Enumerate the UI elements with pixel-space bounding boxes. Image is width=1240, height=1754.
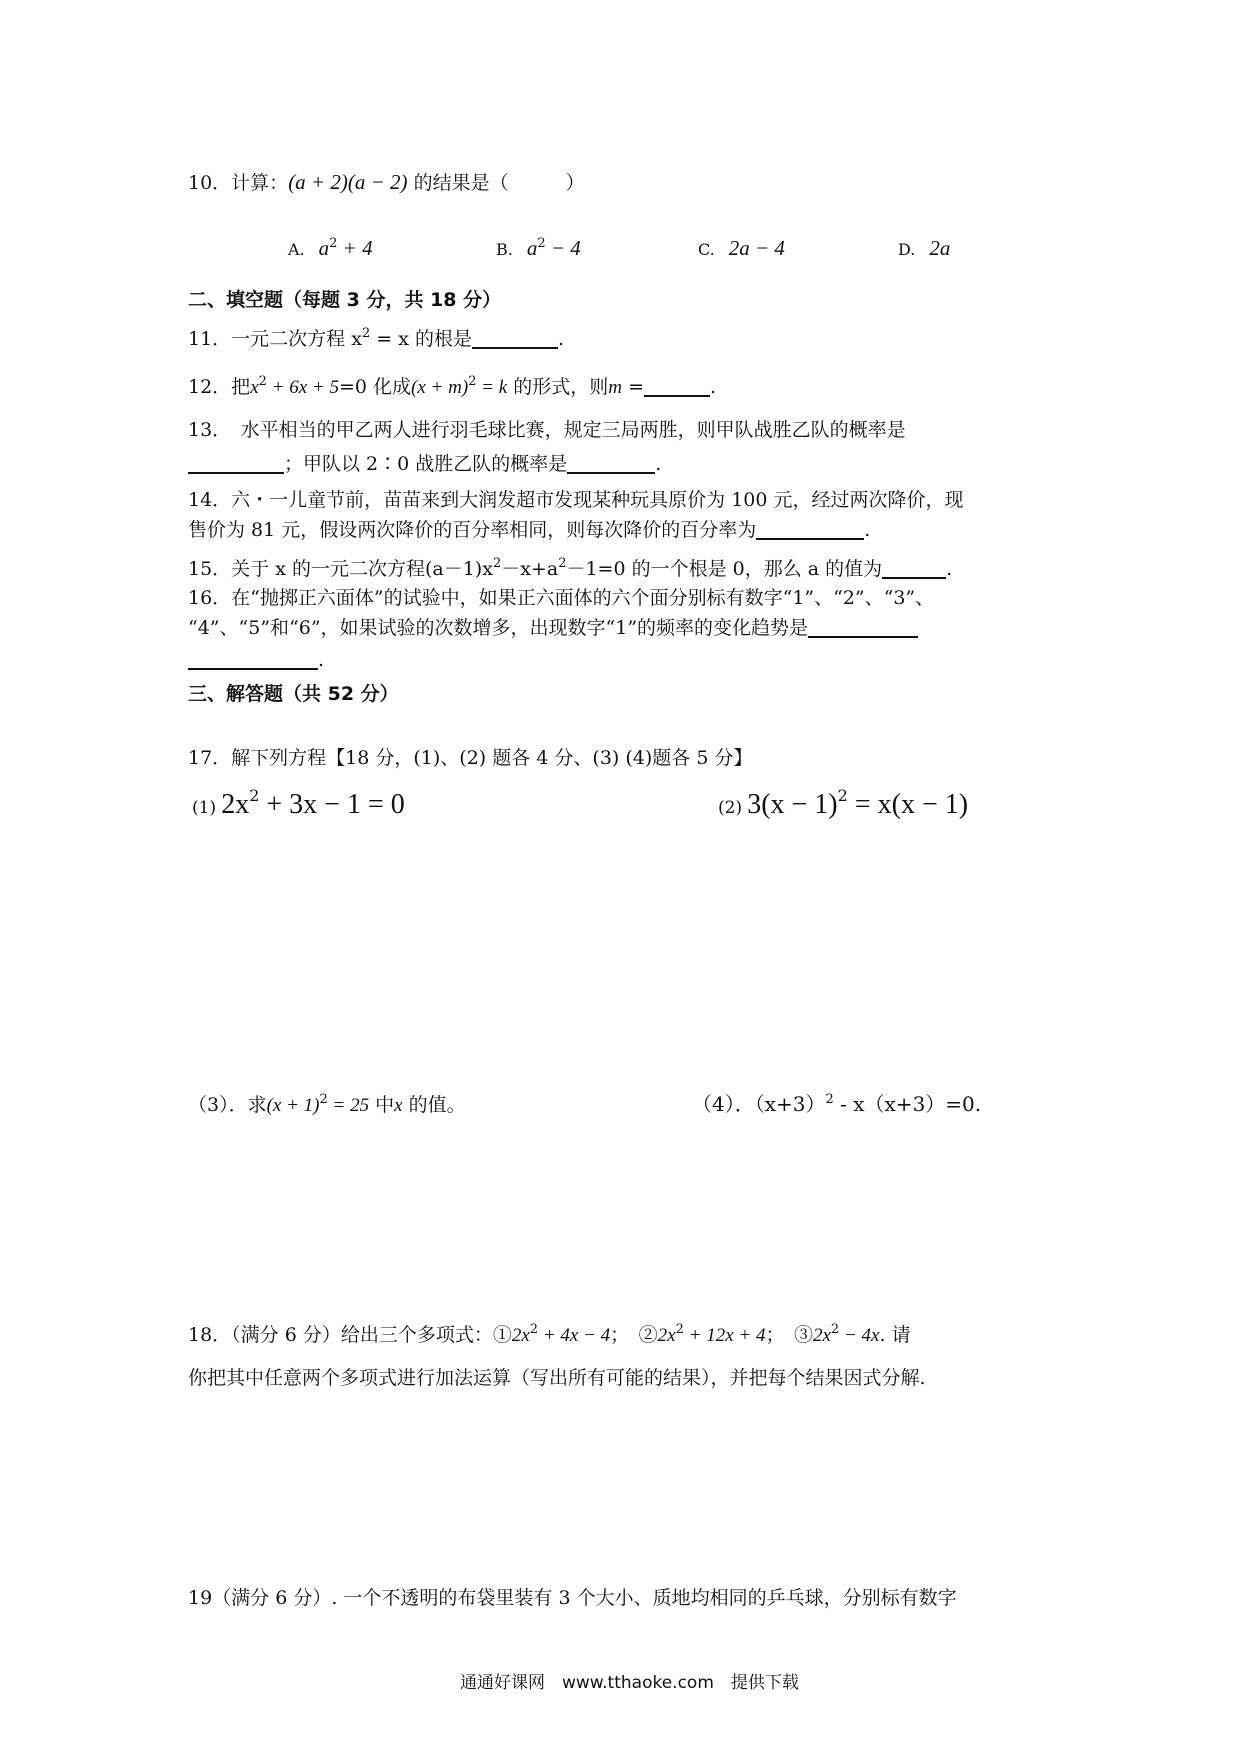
q17-part-3-text-c: 的值。 <box>402 1094 466 1116</box>
choice-a-base: a <box>318 236 330 260</box>
q12-answer-blank[interactable] <box>644 373 710 397</box>
q17-part-1-expr-a: 2x <box>221 789 250 820</box>
q18-poly-1-sup: 2 <box>529 1322 539 1337</box>
q12-expr-d: = k <box>476 377 508 398</box>
q17-part-2-expr-b: = x(x − 1) <box>847 789 969 820</box>
choice-a-rest: + 4 <box>337 236 373 260</box>
question-14-line-2 <box>188 514 870 546</box>
q17-part-3-expr2: = 25 <box>327 1095 370 1116</box>
q12-expr-e: m <box>608 377 623 398</box>
q10-choice-d <box>898 236 950 261</box>
q17-part-1-expr-b: + 3x − 1 = 0 <box>259 789 405 820</box>
q18-poly-1-a: 2x <box>511 1325 530 1346</box>
q10-choice-b <box>496 236 581 261</box>
q11-sup: 2 <box>361 326 371 341</box>
q11-text-b: = x 的根是 <box>370 328 472 350</box>
q18-poly-2-b: + 12x + 4 <box>683 1325 766 1346</box>
q17-part-4-text-b: - x（x+3）=0. <box>833 1092 982 1116</box>
choice-a-label: A. <box>288 240 305 259</box>
choice-d-base: 2a <box>929 236 951 260</box>
q13-answer-blank-1[interactable] <box>188 450 284 474</box>
question-16-line-1: 16．在“抛掷正六面体”的试验中，如果正六面体的六个面分别标有数字“1”、“2”、“3”、 <box>188 587 935 609</box>
q11-text-a: 11．一元二次方程 x <box>188 328 362 350</box>
q10-suffix: 的结果是（ ） <box>413 172 585 194</box>
q15-text-a: 15．关于 x 的一元二次方程(a－1)x <box>188 558 493 580</box>
q10-expression: (a + 2)(a − 2) <box>288 170 408 194</box>
question-13-line-1: 13． 水平相当的甲乙两人进行羽毛球比赛，规定三局两胜，则甲队战胜乙队的概率是 <box>188 419 906 441</box>
q18-poly-3-sup: 2 <box>830 1322 840 1337</box>
q15-answer-blank[interactable] <box>882 555 946 579</box>
q17-part-2-expr-a: 3(x − 1) <box>747 789 838 820</box>
q18-poly-2-a: 2x <box>657 1325 676 1346</box>
q15-text-c: －1=0 的一个根是 0，那么 a 的值为 <box>566 558 883 580</box>
section-3-heading: 三、解答题（共 52 分） <box>188 683 399 705</box>
q12-end: . <box>710 376 717 398</box>
q18-poly-2-sup: 2 <box>675 1322 684 1337</box>
q16-answer-blank-1[interactable] <box>808 614 918 638</box>
q13-answer-blank-2[interactable] <box>567 450 655 474</box>
q17-part-4-text-a: （4）．（x+3） <box>692 1092 826 1116</box>
q12-sup2: 2 <box>468 374 477 389</box>
q17-part-3-sup: 2 <box>319 1092 328 1107</box>
q12-text-d: = <box>622 376 644 398</box>
q16-answer-blank-2[interactable] <box>188 646 318 670</box>
q10-choice-c <box>698 236 785 261</box>
question-13-line-2 <box>188 448 661 480</box>
choice-b-label: B. <box>496 240 513 259</box>
question-19-line-1: 19（满分 6 分）. 一个不透明的布袋里装有 3 个大小、质地均相同的乒乓球，分别标有数字 <box>188 1587 957 1609</box>
choice-b-base: a <box>526 236 538 260</box>
q12-expr-a: x <box>250 377 259 398</box>
question-11 <box>188 318 564 355</box>
question-17-intro: 17．解下列方程【18 分，(1)、(2) 题各 4 分、(3) (4)题各 5 分】 <box>188 747 753 769</box>
q18-sep-1: ； ② <box>610 1324 658 1346</box>
q18-poly-1-b: + 4x − 4 <box>538 1325 611 1346</box>
q16-text: “4”、“5”和“6”，如果试验的次数增多，出现数字“1”的频率的变化趋势是 <box>188 617 809 639</box>
q10-prefix: 10．计算： <box>188 172 289 194</box>
q16-end: . <box>318 649 325 671</box>
question-15 <box>188 548 952 585</box>
q18-poly-3-b: − 4x <box>839 1325 880 1346</box>
q12-text-b: =0 化成 <box>338 376 412 398</box>
question-16-line-2 <box>188 612 918 644</box>
q12-expr-c: (x + m) <box>411 377 469 398</box>
q12-text-a: 12．把 <box>188 376 251 398</box>
q13-end: . <box>655 453 662 475</box>
q12-expr-b: + 6x + 5 <box>266 377 339 398</box>
q17-part-4-sup: 2 <box>825 1092 834 1107</box>
choice-b-power: 2 <box>537 236 546 251</box>
q17-part-1 <box>192 786 405 821</box>
q14-end: . <box>864 519 871 541</box>
choice-c-label: C. <box>698 240 715 259</box>
q17-part-3-expr: (x + 1) <box>266 1095 320 1116</box>
q14-answer-blank[interactable] <box>756 516 864 540</box>
q12-sup1: 2 <box>258 374 267 389</box>
q17-part-1-sup: 2 <box>249 786 260 805</box>
q10-choice-a <box>288 236 373 261</box>
question-10 <box>188 166 585 199</box>
q17-part-2-sup: 2 <box>837 786 848 805</box>
q12-text-c: 的形式，则 <box>513 376 609 398</box>
question-18-line-1 <box>188 1314 911 1352</box>
question-12 <box>188 366 716 404</box>
q17-part-3-text-b: 中 <box>369 1094 395 1116</box>
q18-poly-3-a: 2x <box>812 1325 831 1346</box>
q17-part-3-var: x <box>394 1095 403 1116</box>
q17-part-1-label: (1) <box>192 798 217 818</box>
q17-part-2 <box>718 786 968 821</box>
q17-part-3-text-a: （3）．求 <box>188 1094 267 1116</box>
question-14-line-1: 14．六・一儿童节前，苗苗来到大润发超市发现某种玩具原价为 100 元，经过两次降价，现 <box>188 489 964 511</box>
q17-part-2-label: (2) <box>718 798 743 818</box>
question-16-line-3 <box>188 644 324 676</box>
section-2-heading: 二、填空题（每题 3 分，共 18 分） <box>188 289 502 311</box>
q13-text: ；甲队以 2∶0 战胜乙队的概率是 <box>284 453 568 475</box>
choice-a-power: 2 <box>329 236 338 251</box>
q17-part-4 <box>692 1084 981 1120</box>
q15-text-b: －x+a <box>501 558 559 580</box>
q17-part-3 <box>188 1084 466 1122</box>
q14-text: 售价为 81 元，假设两次降价的百分率相同，则每次降价的百分率为 <box>188 519 757 541</box>
q15-end: . <box>946 558 953 580</box>
q11-end: . <box>557 328 565 350</box>
q18-sep-2: ； ③ <box>765 1324 813 1346</box>
q11-answer-blank[interactable] <box>472 325 558 349</box>
page-footer: 通通好课网 www.tthaoke.com 提供下载 <box>460 1673 799 1693</box>
question-18-line-2: 你把其中任意两个多项式进行加法运算（写出所有可能的结果），并把每个结果因式分解. <box>188 1367 926 1389</box>
q15-sup: 2 <box>492 556 502 571</box>
choice-b-rest: − 4 <box>545 236 581 260</box>
q18-text-a: 18．（满分 6 分）给出三个多项式：① <box>188 1324 512 1346</box>
q18-text-b: . 请 <box>879 1324 911 1346</box>
choice-c-base: 2a − 4 <box>728 236 785 260</box>
choice-d-label: D. <box>898 240 916 259</box>
q15-sup2: 2 <box>558 556 567 571</box>
